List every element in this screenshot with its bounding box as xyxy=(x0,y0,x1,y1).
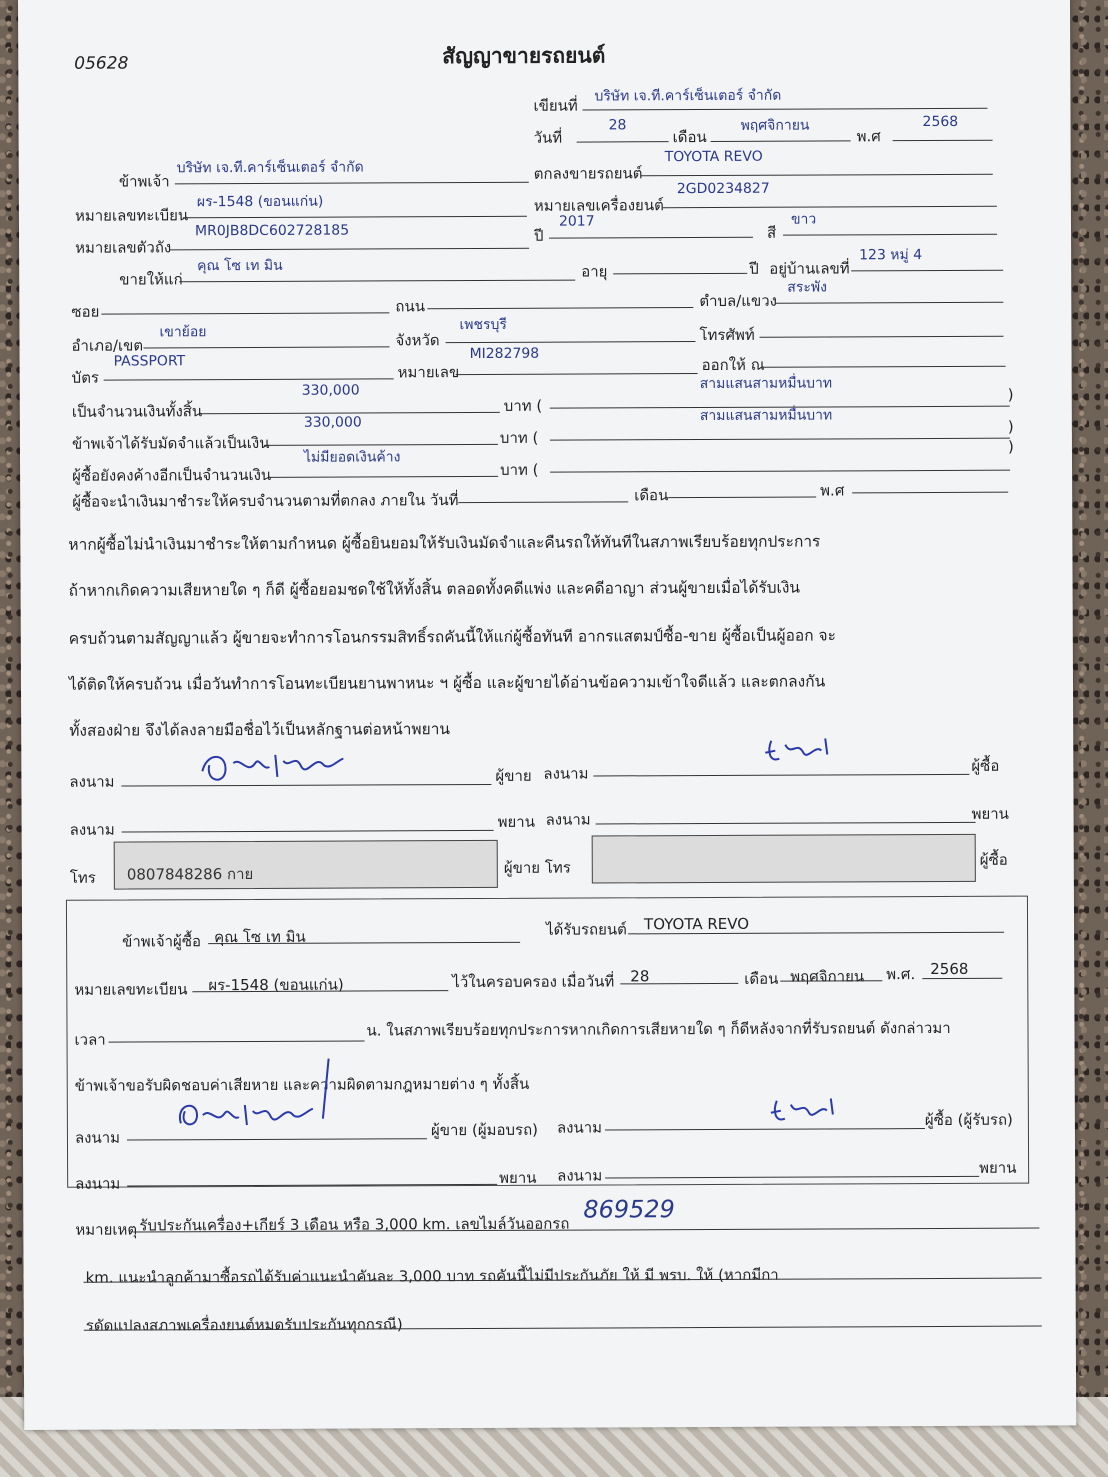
pay-label: ผู้ซื้อจะนำเงินมาชำระให้ครบจำนวนตามที่ตกลง ภายใน วันที่ xyxy=(72,491,459,511)
seller-sign-label: ลงนาม xyxy=(69,772,115,791)
receipt-month: พฤศจิกายน xyxy=(790,967,865,986)
receipt-witness2-role: พยาน xyxy=(979,1158,1017,1177)
sold-to-label: ขายให้แก่ xyxy=(119,270,183,289)
buyer-phone-box xyxy=(592,834,976,884)
chassis-value: MR0JB8DC602728185 xyxy=(194,222,350,240)
month-value: พฤศจิกายน xyxy=(740,117,810,134)
receipt-year: 2568 xyxy=(930,959,969,979)
receipt-buyer-name: คุณ โซ เท มิน xyxy=(214,927,306,947)
car-model: TOYOTA REVO xyxy=(664,148,763,166)
house-label: อยู่บ้านเลขที่ xyxy=(769,259,850,278)
terms-line-3: ครบถ้วนตามสัญญาแล้ว ผู้ขายจะทำการโอนกรรมสิทธิ์รถคันนี้ให้แก่ผู้ซื้อทันที อากรแสตมป์ซื้อ-ขาย ผู้ซื้อเป็นผู้ออก จะ xyxy=(68,626,836,648)
district-label: อำเภอ/เขต xyxy=(71,336,144,355)
receipt-time-text: น. ในสภาพเรียบร้อยทุกประการหากเกิดการเสียหายใด ๆ ก็ดีหลังจากที่รับรถยนต์ ดังกล่าวมา xyxy=(366,1018,951,1040)
deposit-close-paren: ) xyxy=(1007,417,1014,436)
age-label: อายุ xyxy=(581,262,608,281)
receipt-month-label: เดือน xyxy=(744,969,779,988)
receipt-witness1-role: พยาน xyxy=(499,1168,537,1187)
receipt-witness2-sign-label: ลงนาม xyxy=(557,1166,603,1185)
witness2-sign-label: ลงนาม xyxy=(545,810,591,829)
engine-label: หมายเลขเครื่องยนต์ xyxy=(533,196,664,215)
car-year-label: ปี xyxy=(533,226,544,245)
buyer-phone-role: ผู้ซื้อ xyxy=(979,850,1008,869)
remaining-label: ผู้ซื้อยังคงค้างอีกเป็นจำนวนเงิน xyxy=(72,465,272,485)
color-value: ขาว xyxy=(790,211,817,228)
phone-label: โทร xyxy=(69,868,96,887)
document-title: สัญญาขายรถยนต์ xyxy=(442,43,606,69)
plate-value: ผร-1548 (ขอนแก่น) xyxy=(196,193,324,211)
total-close-paren: ) xyxy=(1007,385,1014,404)
receipt-year-label: พ.ศ. xyxy=(886,965,916,984)
deposit-label: ข้าพเจ้าได้รับมัดจำแล้วเป็นเงิน xyxy=(71,433,270,453)
receipt-liability: ข้าพเจ้าขอรับผิดชอบค่าเสียหาย และความผิดตามกฎหมายต่าง ๆ ทั้งสิ้น xyxy=(74,1074,530,1095)
notes-line-1: รับประกันเครื่อง+เกียร์ 3 เดือน หรือ 3,000 km. เลขไมล์วันออกรถ xyxy=(139,1214,570,1235)
agree-label: ตกลงขายรถยนต์ xyxy=(533,164,643,183)
receipt-time-label: เวลา xyxy=(74,1030,106,1049)
witness1-sign-label: ลงนาม xyxy=(69,820,115,839)
notes-line-3: รดัดแปลงสภาพเครื่องยนต์หมดรับประกันทุกกรณี) xyxy=(85,1315,403,1335)
id-no-value: MI282798 xyxy=(469,345,540,363)
written-at-value: บริษัท เจ.ที.คาร์เซ็นเตอร์ จำกัด xyxy=(594,87,782,105)
plate-label: หมายเลขทะเบียน xyxy=(74,206,189,225)
subdistrict-value: สระพัง xyxy=(787,279,827,296)
total-words: สามแสนสามหมื่นบาท xyxy=(699,375,833,393)
phone-label: โทรศัพท์ xyxy=(699,325,755,345)
pay-year-label: พ.ศ xyxy=(820,481,845,500)
buyer-signature xyxy=(761,730,841,774)
seller-role-label: ผู้ขาย xyxy=(495,766,532,785)
document-number: 05628 xyxy=(74,53,129,74)
day-value: 28 xyxy=(608,117,627,134)
terms-line-4: ได้ติดให้ครบถ้วน เมื่อวันทำการโอนทะเบียนยานพาหนะ ฯ ผู้ซื้อ และผู้ขายได้อ่านข้อความเข้าใจดีแล้ว และตกลงกัน xyxy=(68,672,826,694)
receipt-witness1-sign-label: ลงนาม xyxy=(75,1174,121,1193)
engine-value: 2GD0234827 xyxy=(676,180,770,198)
seller-phone: 0807848286 กาย xyxy=(126,864,254,884)
chassis-label: หมายเลขตัวถัง xyxy=(75,238,172,257)
terms-line-5: ทั้งสองฝ่าย จึงได้ลงลายมือชื่อไว้เป็นหลักฐานต่อหน้าพยาน xyxy=(69,720,451,740)
day-label: วันที่ xyxy=(533,128,563,147)
province-label: จังหวัด xyxy=(395,331,440,350)
month-label: เดือน xyxy=(672,127,707,147)
deposit-value: 330,000 xyxy=(303,414,362,431)
witness1-role-label: พยาน xyxy=(497,812,535,831)
notes-mileage: 869529 xyxy=(583,1195,675,1224)
receipt-day: 28 xyxy=(630,967,650,986)
receipt-buyer-sign-label: ลงนาม xyxy=(556,1118,603,1137)
receipt-buyer-role: ผู้ซื้อ (ผู้รับรถ) xyxy=(924,1110,1013,1130)
receipt-car-model: TOYOTA REVO xyxy=(643,914,750,934)
province-value: เพชรบุรี xyxy=(459,316,507,334)
house-no: 123 หมู่ 4 xyxy=(859,247,923,264)
total-value: 330,000 xyxy=(301,382,360,399)
year-value: 2568 xyxy=(922,113,959,131)
receipt-plate: ผร-1548 (ขอนแก่น) xyxy=(208,975,344,995)
deposit-baht-label: บาท ( xyxy=(499,428,539,447)
soi-label: ซอย xyxy=(71,302,100,321)
seller-phone-box xyxy=(114,840,498,890)
id-card-value: PASSPORT xyxy=(113,353,186,370)
notes-label: หมายเหตุ xyxy=(75,1220,138,1239)
receipt-seller-sign-label: ลงนาม xyxy=(74,1128,121,1147)
id-card-label: บัตร xyxy=(71,368,100,387)
years-label: ปี xyxy=(749,259,759,278)
terms-line-2: ถ้าหากเกิดความเสียหายใด ๆ ก็ดี ผู้ซื้อยอมชดใช้ให้ทั้งสิ้น ตลอดทั้งคดีแพ่ง และคดีอาญา ส่วนผู้ขายเมื่อได้รับเงิน xyxy=(68,578,801,600)
year-label: พ.ศ xyxy=(856,127,881,146)
total-label: เป็นจำนวนเงินทั้งสิ้น xyxy=(71,402,203,421)
witness2-role-label: พยาน xyxy=(971,804,1009,823)
deposit-words: สามแสนสามหมื่นบาท xyxy=(699,407,833,425)
color-label: สี xyxy=(766,223,777,242)
road-label: ถนน xyxy=(395,297,425,316)
remaining-close-paren: ) xyxy=(1007,437,1014,456)
subdistrict-label: ตำบล/แขวง xyxy=(699,291,777,311)
seller-signature xyxy=(197,741,347,796)
total-baht-label: บาท ( xyxy=(503,396,543,415)
receipt-received-label: ได้รับรถยนต์ xyxy=(546,920,627,939)
written-at-label: เขียนที่ xyxy=(533,96,578,115)
buyer-name: คุณ โซ เท มิน xyxy=(197,257,283,275)
receipt-seller-signature xyxy=(173,1059,323,1144)
self-label: ข้าพเจ้า xyxy=(118,172,170,191)
contract-paper xyxy=(18,0,1076,1430)
receipt-possession-label: ไว้ในครอบครอง เมื่อวันที่ xyxy=(452,972,615,992)
car-year-value: 2017 xyxy=(558,213,595,230)
buyer-sign-label: ลงนาม xyxy=(543,764,589,783)
receipt-plate-label: หมายเลขทะเบียน xyxy=(74,980,188,999)
notes-line-2: km. แนะนำลูกค้ามาซื้อรถได้รับค่าแนะนำคันละ 3,000 บาท รถคันนี้ไม่มีประกันภัย ให้ มี พรบ. ให้ (หากมีกา xyxy=(85,1265,779,1287)
issued-label: ออกให้ ณ xyxy=(701,355,765,375)
self-name: บริษัท เจ.ที.คาร์เซ็นเตอร์ จำกัด xyxy=(176,159,364,177)
seller-phone-label: ผู้ขาย โทร xyxy=(503,858,571,877)
remaining-value: ไม่มียอดเงินค้าง xyxy=(303,449,401,466)
receipt-buyer-signature xyxy=(767,1088,847,1132)
remaining-baht-label: บาท ( xyxy=(500,460,539,479)
terms-line-1: หากผู้ซื้อไม่นำเงินมาชำระให้ตามกำหนด ผู้ซื้อยินยอมให้รับเงินมัดจำและคืนรถให้ทันทีในสภาพเรียบร้อยทุกประการ xyxy=(68,532,821,554)
district-value: เขาย้อย xyxy=(159,324,207,341)
buyer-role-label: ผู้ซื้อ xyxy=(971,756,1000,775)
id-no-label: หมายเลข xyxy=(397,363,460,382)
receipt-buyer-label: ข้าพเจ้าผู้ซื้อ xyxy=(122,932,202,951)
receipt-seller-role: ผู้ขาย (ผู้มอบรถ) xyxy=(430,1120,539,1140)
pay-month-label: เดือน xyxy=(634,486,669,505)
